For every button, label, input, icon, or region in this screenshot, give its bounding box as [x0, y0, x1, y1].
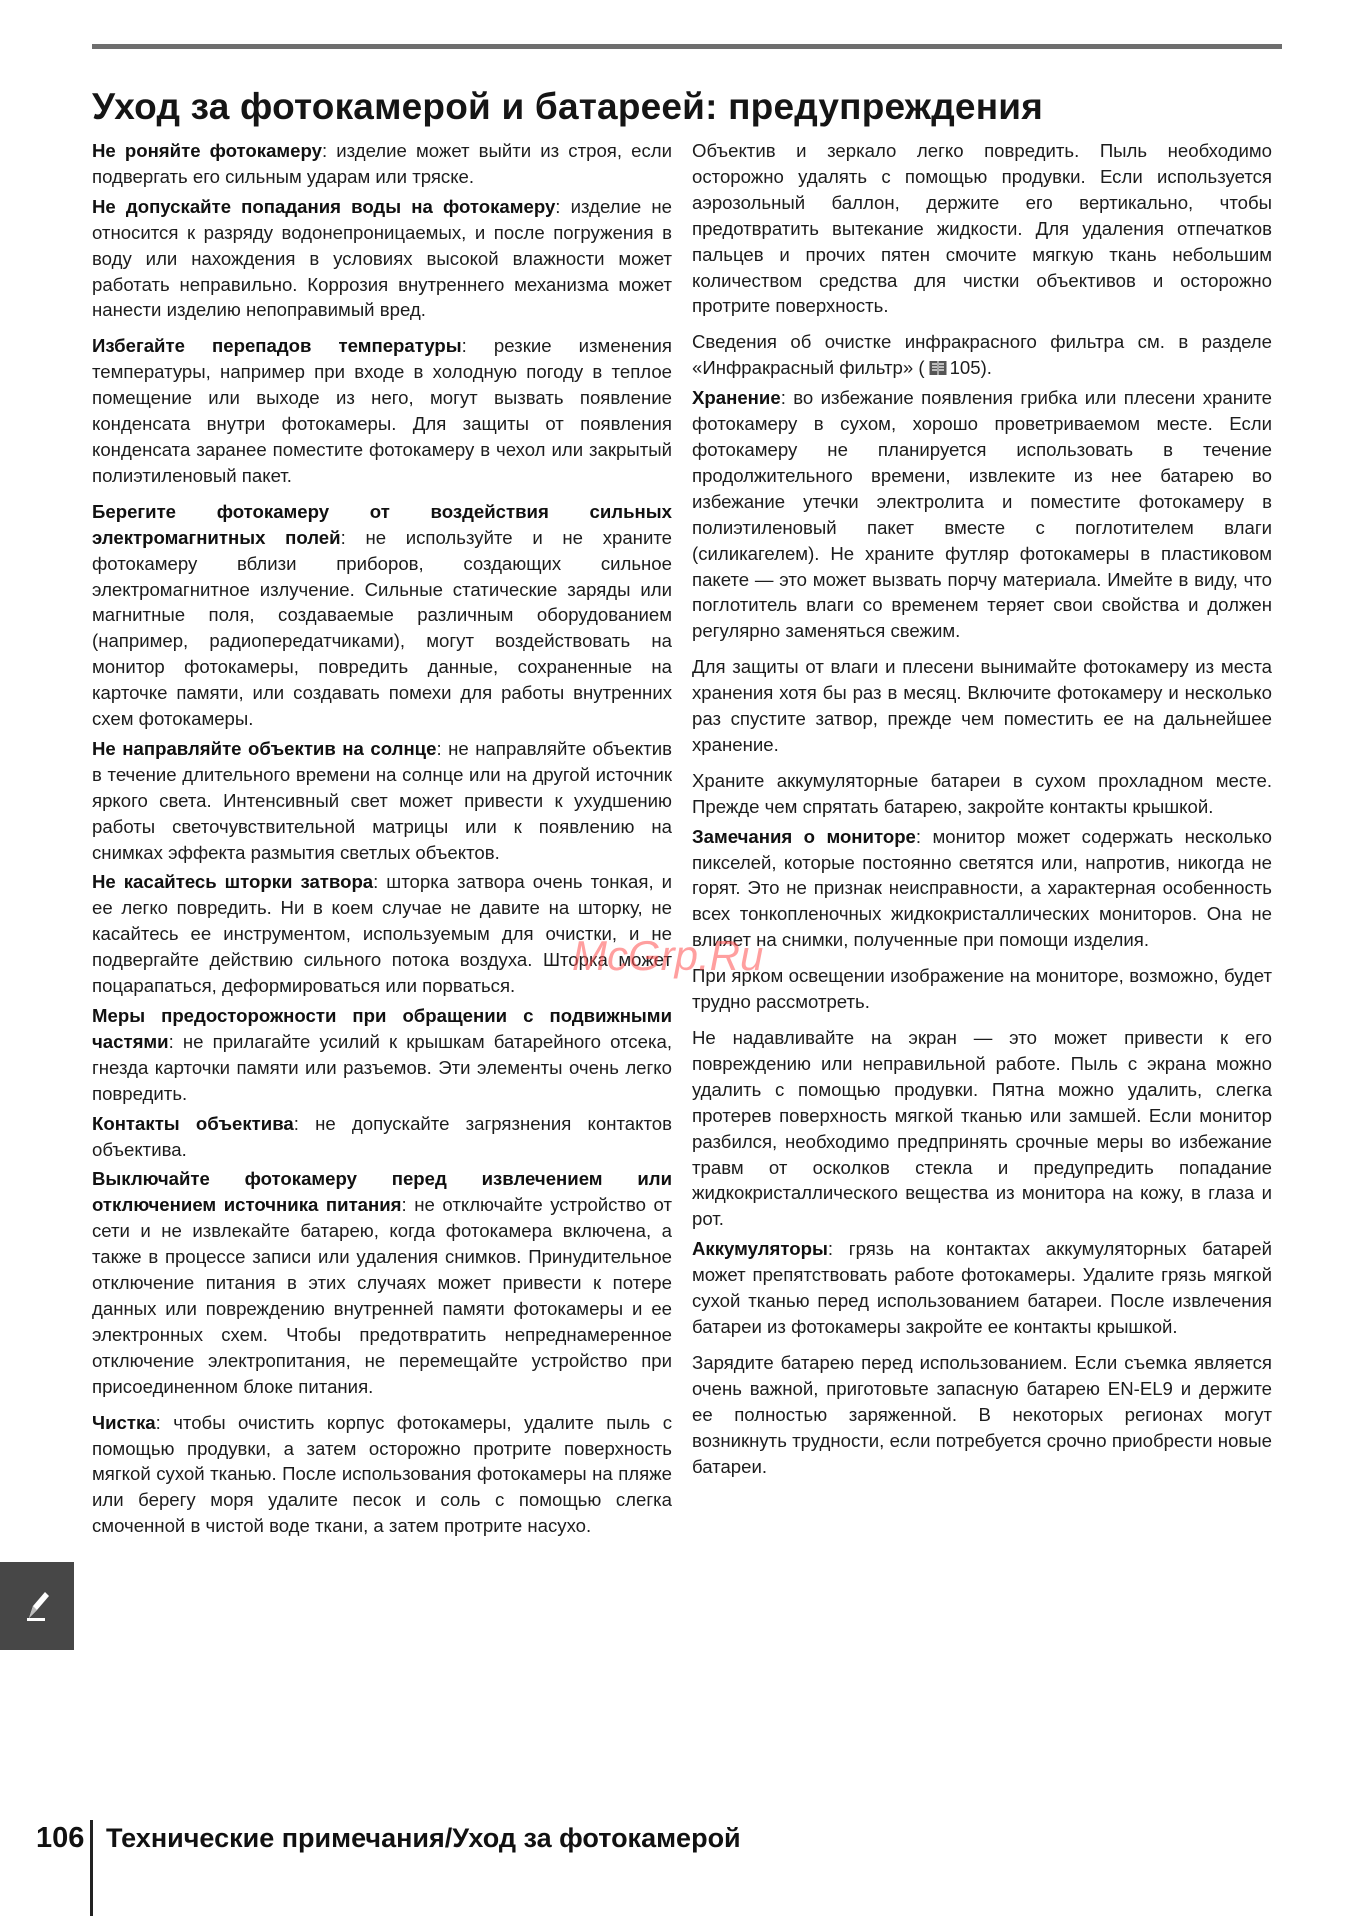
watermark: McGrp.Ru [572, 932, 764, 979]
paragraph: Берегите фотокамеру от воздействия сильных электромагнитных полей: не используйте и не храните фотокамеру вблизи приборов, создающих сильное электромагнитное излучение. Сильные статические заряды или магнитные поля, создаваемые различным оборудованием (например, радиопередатчиками), могут воздействовать на монитор фотокамеры, повредить данные, сохраненные на карточке памяти, или создавать помехи для работы внутренних схем фотокамеры. [92, 500, 672, 730]
left-column [92, 138, 672, 1543]
paragraph: Сведения об очистке инфракрасного фильтра см. в разделе «Инфракрасный фильтр» ( 105). [692, 331, 1272, 379]
page-title: Уход за фотокамерой и батареей: предупреждения [92, 86, 1043, 127]
paragraph: Зарядите батарею перед использованием. Если съемка является очень важной, приготовьте запасную батарею EN-EL9 и держите ее полностью заряженной. В некоторых регионах могут возникнуть трудности, если потребуется срочно приобрести новые батареи. [692, 1351, 1272, 1477]
right-column [692, 138, 1272, 1483]
paragraph: Хранение: во избежание появления грибка или плесени храните фотокамеру в сухом, хорошо проветриваемом месте. Если фотокамеру не планируется использовать в течение продолжительного времени, извлеките из нее батарею во избежание утечки электролита и поместите фотокамеру в полиэтиленовый пакет вместе с поглотителем влаги (силикагелем). Не храните футляр фотокамеры в пластиковом пакете — это может вызвать порчу материала. Имейте в виду, что поглотитель влаги со временем теряет свои свойства и должен регулярно заменяться свежим. [692, 387, 1272, 642]
footer-divider [90, 1820, 93, 1916]
top-rule [92, 44, 1282, 49]
section-tab [0, 1562, 74, 1650]
footer-section-title: Технические примечания/Уход за фотокамерой [106, 1823, 741, 1853]
paragraph: Не надавливайте на экран — это может привести к его повреждению или неправильной работе. Пыль с экрана можно удалить с помощью продувки. Пятна можно удалить, слегка протерев поверхность мягкой тканью или замшей. Если монитор разбился, необходимо предпринять срочные меры во избежание травм от осколков стекла и предупредить попадание жидкокристаллического вещества из монитора на кожу, в глаза и рот. [692, 1027, 1272, 1230]
paragraph: Объектив и зеркало легко повредить. Пыль необходимо осторожно удалять с помощью продувки. Если используется аэрозольный баллон, держите его вертикально, чтобы предотвратить вытекание жидкости. Для удаления отпечатков пальцев и прочих пятен смочите мягкую ткань небольшим количеством средства для чистки объективов и осторожно протрите поверхность. [692, 140, 1272, 317]
paragraph: Не допускайте попадания воды на фотокамеру: изделие не относится к разряду водонепроницаемых, и после погружения в воду или нахождения в условиях высокой влажности может работать неправильно. Коррозия внутреннего механизма может нанести изделию непоправимый вред. [92, 195, 672, 321]
paragraph: Не касайтесь шторки затвора: шторка затвора очень тонкая, и ее легко повредить. Ни в коем случае не давите на шторку, не касайтесь ее инструментом, используемым для очистки, и не подвергайте действию сильного потока воздуха. Шторка может поцарапаться, деформироваться или порваться. [92, 871, 672, 997]
paragraph: Не направляйте объектив на солнце: не направляйте объектив в течение длительного времени на солнце или на другой источник яркого света. Интенсивный свет может привести к ухудшению работы светочувствительной матрицы или к появлению на снимках эффекта размытия светлых объектов. [92, 737, 672, 863]
page-reference[interactable]: 105 [949, 357, 981, 379]
paragraph: Замечания о мониторе: монитор может содержать несколько пикселей, которые постоянно светятся или, напротив, никогда не горят. Это не признак неисправности, а характерная особенность всех тонкопленочных жидкокристаллических мониторов. Она не влияет на снимки, полученные при помощи изделия. [692, 825, 1272, 951]
paragraph: Избегайте перепадов температуры: резкие изменения температуры, например при входе в холодную погоду в теплое помещение или выходе из него, могут вызвать появление конденсата внутри фотокамеры. Для защиты от появления конденсата заранее поместите фотокамеру в чехол или закрытый полиэтиленовый пакет. [92, 335, 673, 486]
paragraph: Чистка: чтобы очистить корпус фотокамеры, удалите пыль с помощью продувки, а затем осторожно протрите поверхность мягкой сухой тканью. После использования фотокамеры на пляже или берегу моря удалите песок и соль с помощью слегка смоченной в чистой воде ткани, а затем протрите насухо. [92, 1411, 672, 1537]
paragraph: Аккумуляторы: грязь на контактах аккумуляторных батарей может препятствовать работе фотокамеры. Удалите грязь мягкой сухой тканью перед использованием батареи. После извлечения батареи из фотокамеры закройте ее контакты крышкой. [692, 1238, 1272, 1337]
paragraph: Храните аккумуляторные батареи в сухом прохладном месте. Прежде чем спрятать батарею, закройте контакты крышкой. [692, 769, 1272, 817]
paragraph: Для защиты от влаги и плесени вынимайте фотокамеру из места хранения хотя бы раз в месяц. Включите фотокамеру и несколько раз спустите затвор, прежде чем поместить ее на дальнейшее хранение. [692, 656, 1272, 755]
paragraph: Не роняйте фотокамеру: изделие может выйти из строя, если подвергать его сильным ударам или тряске. [92, 140, 672, 187]
paragraph: Выключайте фотокамеру перед извлечением или отключением источника питания: не отключайте устройство от сети и не извлекайте батарею, когда фотокамера включена, а также в процессе записи или удаления снимков. Принудительное отключение питания в этих случаях может привести к потере данных или повреждению внутренней памяти фотокамеры и ее электронных схем. Чтобы предотвратить непреднамеренное отключение электропитания, не перемещайте устройство при присоединенном блоке питания. [92, 1168, 673, 1397]
page-number: 106 [36, 1822, 85, 1854]
pencil-icon [25, 1588, 51, 1622]
paragraph: Меры предосторожности при обращении с подвижными частями: не прилагайте усилий к крышкам батарейного отсека, гнезда карточки памяти или разъемов. Эти элементы очень легко повредить. [92, 1005, 672, 1104]
book-icon [929, 357, 947, 373]
paragraph: При ярком освещении изображение на мониторе, возможно, будет трудно рассмотреть. [692, 965, 1272, 1013]
paragraph: Контакты объектива: не допускайте загрязнения контактов объектива. [92, 1112, 672, 1160]
